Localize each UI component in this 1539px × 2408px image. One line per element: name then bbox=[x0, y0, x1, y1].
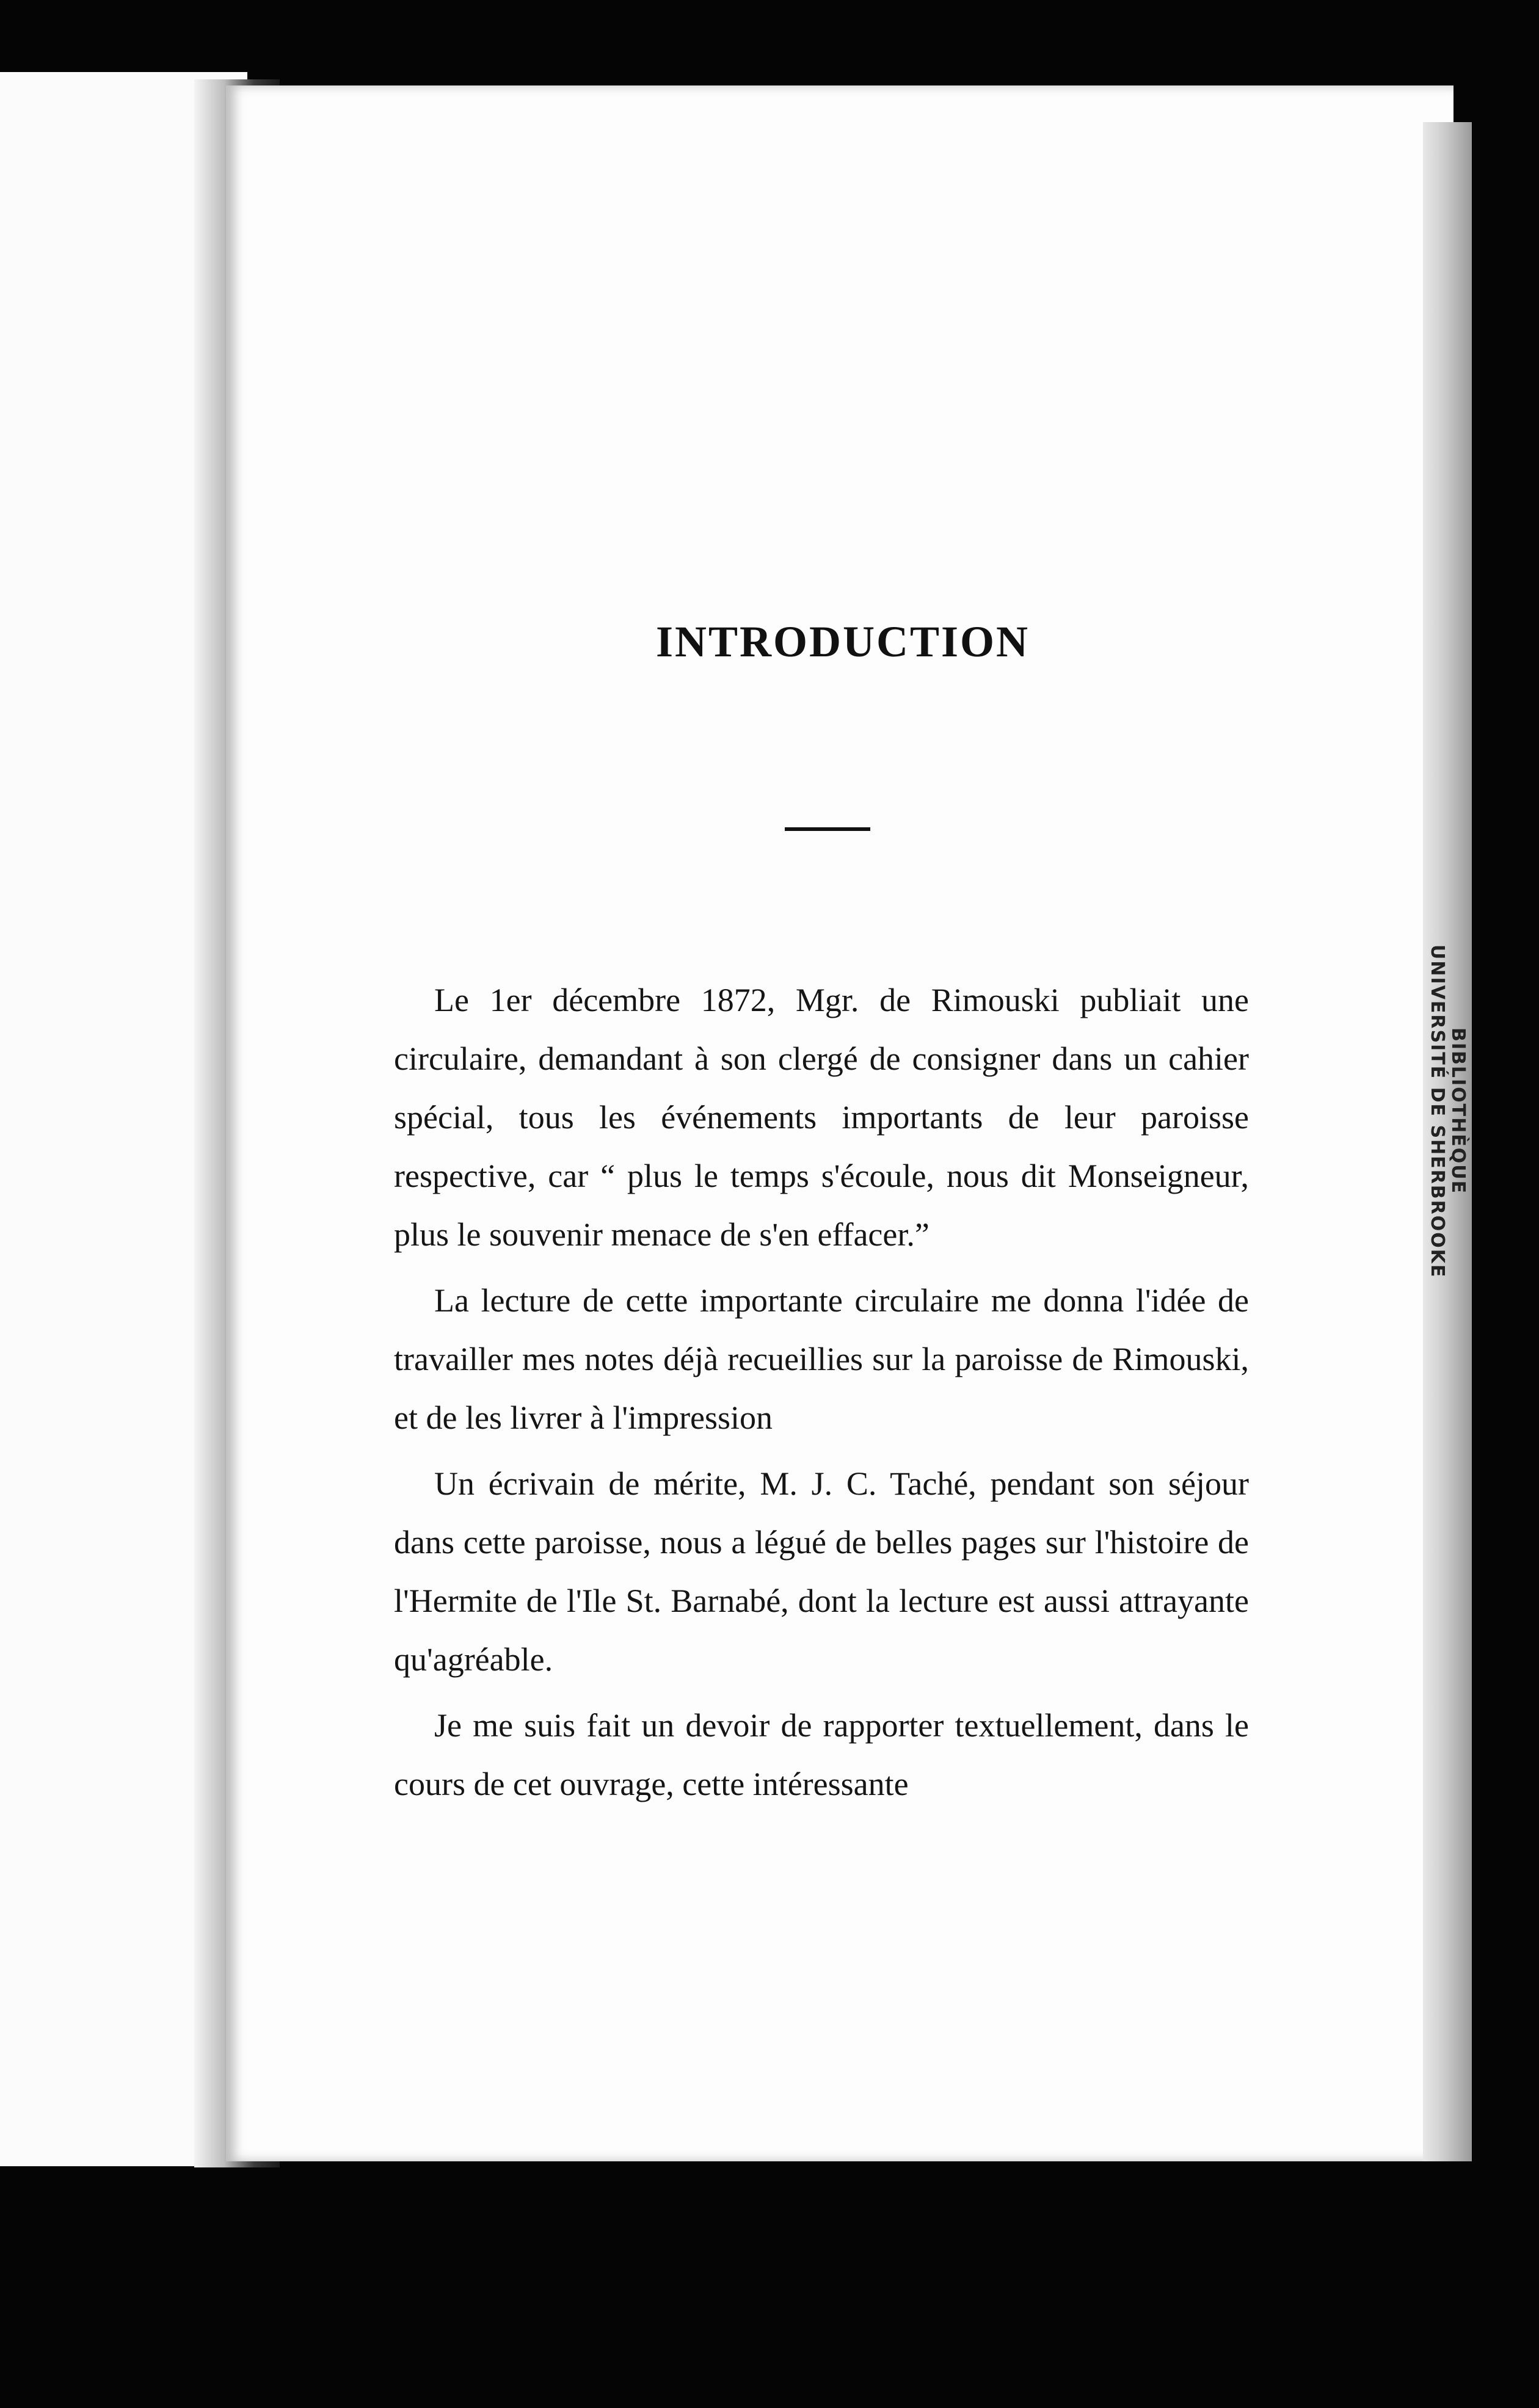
page-title: INTRODUCTION bbox=[655, 617, 1030, 666]
body-text bbox=[394, 971, 1249, 1821]
paragraph: Le 1er décembre 1872, Mgr. de Rimouski publiait une circulaire, demandant à son clergé de consigner dans un cahier spécial, tous les événements importants de leur paroisse respective, car “ plus le temps s'écoule, nous dit Monseigneur, plus le souvenir menace de s'en effacer.” bbox=[394, 982, 1249, 1253]
library-stamp bbox=[1423, 885, 1472, 1337]
paragraph: Je me suis fait un devoir de rapporter textuellement, dans le cours de cet ouvrage, cette intéressante bbox=[394, 1707, 1249, 1802]
paragraph: Un écrivain de mérite, M. J. C. Taché, pendant son séjour dans cette paroisse, nous a légué de belles pages sur l'histoire de l'Hermite de l'Ile St. Barnabé, dont la lecture est aussi attrayante qu'agréable. bbox=[394, 1465, 1249, 1678]
title-divider bbox=[785, 827, 870, 831]
stamp-line-1: BIBLIOTHÈQUE bbox=[1447, 1028, 1469, 1195]
stamp-line-2: UNIVERSITÉ DE SHERBROOKE bbox=[1427, 944, 1448, 1278]
paragraph: La lecture de cette importante circulaire me donna l'idée de travailler mes notes déjà recueillies sur la paroisse de Rimouski, et de les livrer à l'impression bbox=[394, 1282, 1249, 1436]
